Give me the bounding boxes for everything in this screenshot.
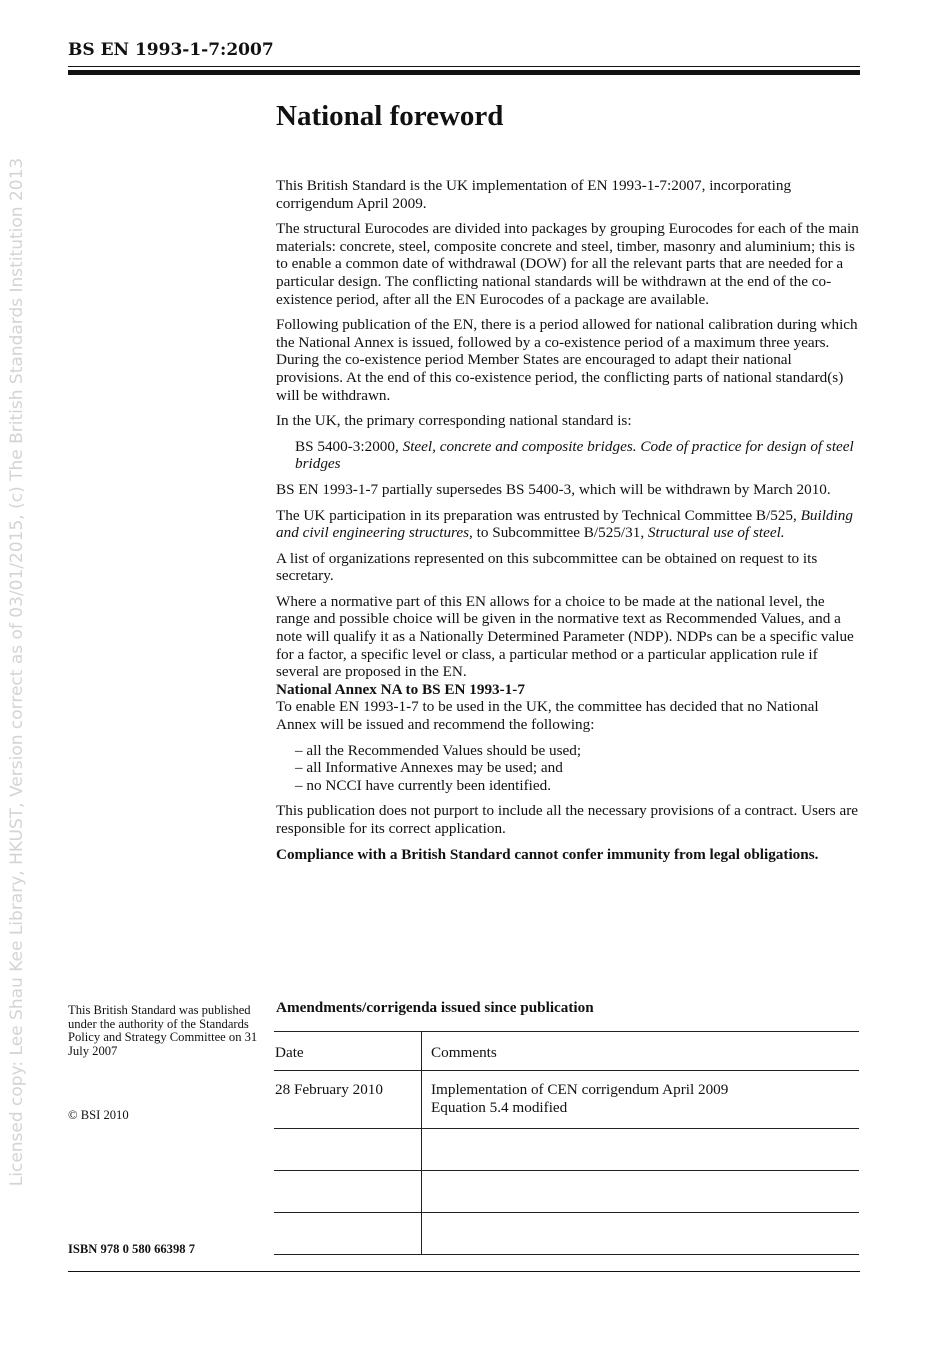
comment-line: Equation 5.4 modified [431, 1099, 568, 1116]
license-watermark: Licensed copy: Lee Shau Kee Library, HKUST, Version correct as of 03/01/2015, (c) The British Standards Institution 2013 [7, 157, 27, 1187]
paragraph-committee [276, 507, 862, 542]
comment-line: Implementation of CEN corrigendum April 2009 [431, 1081, 729, 1098]
empty-cell [422, 1129, 860, 1171]
national-annex-heading: National Annex NA to BS EN 1993-1-7 [276, 680, 525, 698]
paragraph-ndp: Where a normative part of this EN allows for a choice to be made at the national level, the range and possible choice will be given in the normative text as Recommended Values, and a note will qualify it as a Nationally Determined Parameter (NDP). NDPs can be a specific value for a factor, a specific level or class, a particular method or a particular application rule if several are proposed in the EN. [276, 592, 854, 681]
empty-cell [274, 1213, 422, 1255]
table-row [274, 1071, 859, 1129]
paragraph-reference [276, 438, 862, 473]
header-rule-thin [68, 66, 860, 67]
paragraph-organizations: A list of organizations represented on this subcommittee can be obtained on request to its secretary. [276, 549, 818, 585]
recommendation-list [276, 742, 862, 795]
list-item: – all Informative Annexes may be used; and [295, 759, 563, 777]
empty-cell [274, 1129, 422, 1171]
list-item: – no NCCI have currently been identified. [295, 776, 551, 794]
column-header-date: Date [274, 1032, 422, 1071]
paragraph-calibration: Following publication of the EN, there is a period allowed for national calibration during which the National Annex is issued, followed by a co-existence period of a maximum three years. During the co-existence period Member States are encouraged to adapt their national provisions. At the end of this co-existence period, the conflicting parts of national standard(s) will be withdrawn. [276, 316, 858, 404]
empty-cell [422, 1213, 860, 1255]
header-rule-thick [68, 70, 860, 75]
foreword-body [276, 177, 862, 871]
paragraph-disclaimer: This publication does not purport to include all the necessary provisions of a contract. Users are responsible for its correct application. [276, 802, 859, 837]
subcommittee-name: Structural use of steel. [647, 524, 785, 542]
list-item: – all the Recommended Values should be used; [295, 741, 582, 759]
isbn: ISBN 978 0 580 66398 7 [68, 1242, 196, 1256]
page-title: National foreword [276, 100, 504, 132]
committee-name: Building and civil engineering structures [276, 506, 853, 542]
paragraph-compliance: Compliance with a British Standard cannot confer immunity from legal obligations. [276, 845, 819, 863]
table-row-empty [274, 1129, 859, 1171]
copyright-notice: © BSI 2010 [68, 1108, 129, 1122]
amendment-date: 28 February 2010 [274, 1071, 422, 1129]
paragraph-supersedes: BS EN 1993-1-7 partially supersedes BS 5400-3, which will be withdrawn by March 2010. [276, 480, 831, 498]
publication-note: This British Standard was published under the authority of the Standards Policy and Strategy Committee on 31 July 2007 [68, 1003, 258, 1058]
table-row-empty [274, 1213, 859, 1255]
amendments-title: Amendments/corrigenda issued since publication [276, 999, 594, 1016]
table-row-empty [274, 1171, 859, 1213]
committee-text-c: , to Subcommittee B/525/31, [469, 524, 648, 542]
reference-code: BS 5400-3:2000, [295, 437, 403, 455]
amendment-comment [422, 1071, 860, 1129]
footer-rule [68, 1271, 860, 1272]
table-header-row [274, 1032, 859, 1071]
empty-cell [422, 1171, 860, 1213]
reference-title: Steel, concrete and composite bridges. Code of practice for design of steel bridges [295, 437, 854, 473]
paragraph-uk-standard: In the UK, the primary corresponding national standard is: [276, 412, 632, 430]
amendments-table [274, 1031, 859, 1255]
column-header-comments: Comments [422, 1032, 860, 1071]
standard-code: BS EN 1993-1-7:2007 [68, 40, 274, 60]
paragraph-packages: The structural Eurocodes are divided into packages by grouping Eurocodes for each of the main materials: concrete, steel, composite concrete and steel, timber, masonry and aluminium; this is to enable a common date of withdrawal (DOW) for all the relevant parts that are needed for a particular design. The conflicting national standards will be withdrawn at the end of the co-existence period, after all the EN Eurocodes of a package are available. [276, 220, 859, 308]
paragraph-implementation: This British Standard is the UK implementation of EN 1993-1-7:2007, incorporating corrigendum April 2009. [276, 177, 792, 212]
paragraph-national-annex: To enable EN 1993-1-7 to be used in the UK, the committee has decided that no National Annex will be issued and recommend the following: [276, 698, 819, 734]
committee-text-a: The UK participation in its preparation was entrusted by Technical Committee B/525, [276, 506, 801, 524]
empty-cell [274, 1171, 422, 1213]
